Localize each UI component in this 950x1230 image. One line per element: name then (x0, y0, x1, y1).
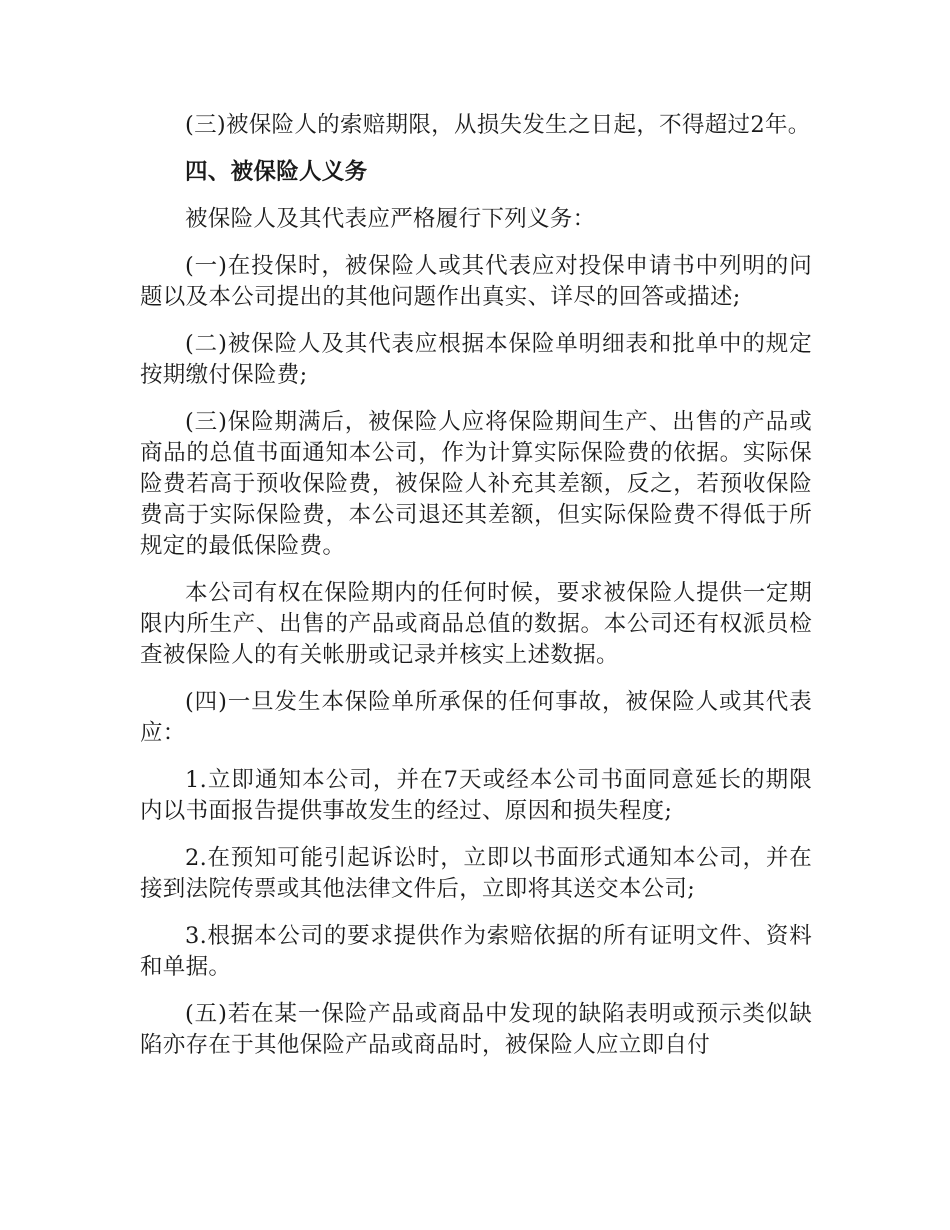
paragraph-item-3: 3.根据本公司的要求提供作为索赔依据的所有证明文件、资料和单据。 (140, 923, 812, 980)
paragraph-intro-obligations: 被保险人及其代表应严格履行下列义务： (185, 206, 596, 232)
paragraph-item-2: 2.在预知可能引起诉讼时，立即以书面形式通知本公司，并在接到法院传票或其他法律文件后，立即将其送交本公司; (140, 845, 812, 902)
paragraph-item-1: 1.立即通知本公司，并在7天或经本公司书面同意延长的期限内以书面报告提供事故发生的经过、原因和损失程度; (140, 767, 812, 824)
paragraph-claim-period: (三)被保险人的索赔期限，从损失发生之日起，不得超过2年。 (185, 112, 811, 138)
paragraph-company-rights: 本公司有权在保险期内的任何时候，要求被保险人提供一定期限内所生产、出售的产品或商品总值的数据。本公司还有权派员检查被保险人的有关帐册或记录并核实上述数据。 (140, 580, 812, 668)
paragraph-obligation-5: (五)若在某一保险产品或商品中发现的缺陷表明或预示类似缺陷亦存在于其他保险产品或商品时，被保险人应立即自付 (140, 1001, 812, 1058)
section-heading-obligations: 四、被保险人义务 (185, 159, 368, 185)
paragraph-obligation-4: (四)一旦发生本保险单所承保的任何事故，被保险人或其代表应： (140, 689, 812, 746)
paragraph-obligation-2: (二)被保险人及其代表应根据本保险单明细表和批单中的规定按期缴付保险费; (140, 331, 812, 388)
paragraph-obligation-3: (三)保险期满后，被保险人应将保险期间生产、出售的产品或商品的总值书面通知本公司，作为计算实际保险费的依据。实际保险费若高于预收保险费，被保险人补充其差额，反之，若预收保险费高于实际保险费，本公司退还其差额，但实际保险费不得低于所规定的最低保险费。 (140, 409, 812, 559)
document-body (140, 110, 812, 1077)
paragraph-obligation-1: (一)在投保时，被保险人或其代表应对投保申请书中列明的问题以及本公司提出的其他问题作出真实、详尽的回答或描述; (140, 253, 812, 310)
